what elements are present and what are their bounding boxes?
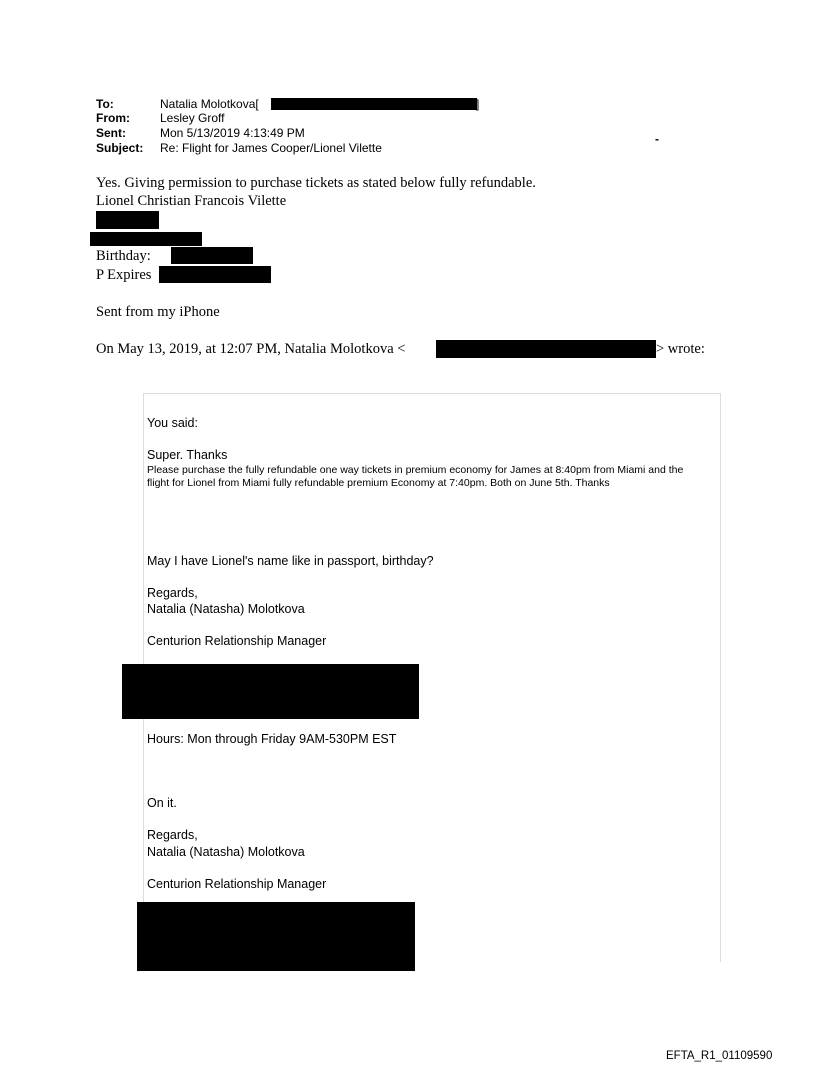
subject-label: Subject: (96, 141, 144, 155)
sender-title-2: Centurion Relationship Manager (147, 877, 327, 891)
redaction-birthday (171, 247, 253, 264)
from-value: Lesley Groff (160, 111, 225, 125)
sender-title-1: Centurion Relationship Manager (147, 634, 327, 648)
to-label: To: (96, 97, 114, 111)
birthday-label: Birthday: (96, 248, 151, 264)
you-said: You said: (147, 416, 198, 430)
regards-1: Regards, (147, 586, 198, 600)
subject-value: Re: Flight for James Cooper/Lionel Vilette (160, 141, 382, 155)
quote-intro-end: > wrote: (656, 341, 705, 357)
question-line: May I have Lionel's name like in passport, birthday? (147, 554, 434, 568)
sender-name-2: Natalia (Natasha) Molotkova (147, 845, 305, 859)
expires-label: P Expires (96, 267, 152, 283)
sent-label: Sent: (96, 126, 126, 140)
from-label: From: (96, 111, 130, 125)
redaction-expires (159, 266, 271, 283)
document-id: EFTA_R1_01109590 (666, 1050, 773, 1062)
quote-intro: On May 13, 2019, at 12:07 PM, Natalia Molotkova < (96, 341, 406, 357)
redaction-to-email (271, 97, 480, 111)
super-thanks: Super. Thanks (147, 448, 228, 462)
sender-name-1: Natalia (Natasha) Molotkova (147, 602, 305, 616)
reply-line-1: Yes. Giving permission to purchase tickets as stated below fully refundable. (96, 175, 536, 191)
redaction-contact-1 (122, 664, 419, 719)
reply-line-2: Lionel Christian Francois Vilette (96, 193, 287, 209)
signature-line: Sent from my iPhone (96, 304, 220, 320)
sent-value: Mon 5/13/2019 4:13:49 PM (160, 126, 305, 140)
redaction-block-2 (90, 232, 202, 246)
on-it: On it. (147, 796, 177, 810)
stray-mark: - (655, 132, 659, 146)
redaction-sender-email (436, 340, 656, 358)
regards-2: Regards, (147, 828, 198, 842)
purchase-request: Please purchase the fully refundable one way tickets in premium economy for James at 8:40pm from Miami and the flight for Lionel from Miami fully refundable premium Economy at 7:40pm. Both on June 5th. Thanks (147, 464, 684, 489)
redaction-block-1 (96, 211, 159, 229)
hours-line: Hours: Mon through Friday 9AM-530PM EST (147, 732, 397, 746)
to-value: Natalia Molotkova[ (160, 97, 259, 111)
redaction-contact-2 (137, 902, 415, 971)
to-close-bracket: ] (476, 97, 480, 111)
